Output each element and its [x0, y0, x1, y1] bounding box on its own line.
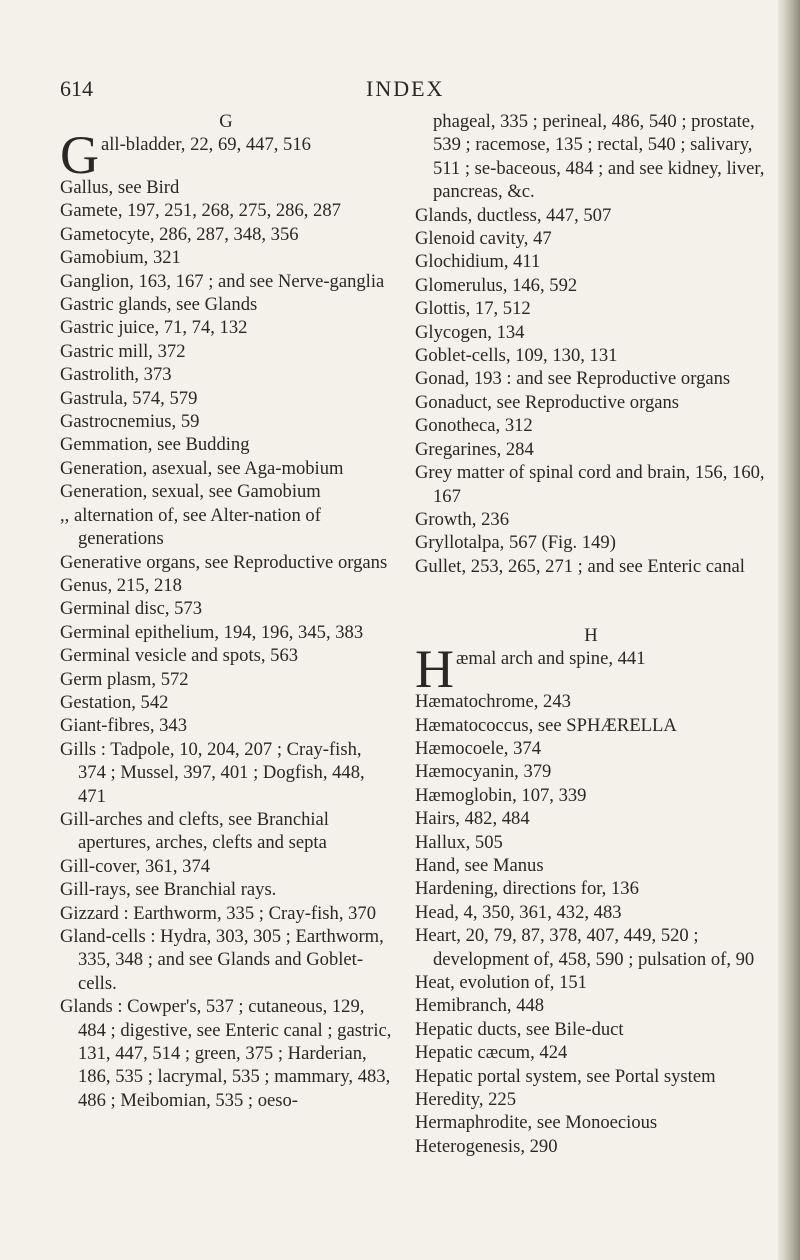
index-entry: Gastric juice, 71, 74, 132 [60, 317, 248, 339]
index-entry: Gregarines, 284 [415, 438, 534, 460]
index-entry: Hermaphrodite, see Monoecious [415, 1112, 658, 1134]
index-entry: Hæmatococcus, see SPHÆRELLA [415, 714, 677, 736]
index-entry: Gland-cells : Hydra, 303, 305 ; Earthworm, 335, 348 ; and see Glands and Goblet-cells. [60, 926, 384, 994]
index-entry: Gallus, see Bird [60, 177, 180, 198]
index-entry: Hepatic cæcum, 424 [415, 1042, 568, 1064]
index-entry: Head, 4, 350, 361, 432, 483 [415, 901, 622, 923]
index-entry: Heart, 20, 79, 87, 378, 407, 449, 520 ; development of, 458, 590 ; pulsation of, 90 [415, 925, 755, 970]
section-letter-g: G [219, 111, 233, 132]
section-letter-h: H [584, 625, 598, 647]
index-entry: Genus, 215, 218 [60, 574, 182, 596]
index-entry: Gizzard : Earthworm, 335 ; Cray-fish, 370 [60, 902, 377, 924]
index-entry: Hæmal arch and spine, 441 [415, 639, 646, 700]
index-entry: Germ plasm, 572 [60, 668, 189, 690]
index-entry: Glycogen, 134 [415, 321, 525, 343]
index-entry: Hæmocyanin, 379 [415, 761, 552, 783]
index-entry: Germinal epithelium, 194, 196, 345, 383 [60, 621, 364, 643]
index-entry: Gastric glands, see Glands [60, 294, 258, 316]
index-entry: Hemibranch, 448 [415, 995, 545, 1017]
index-entry: Heredity, 225 [415, 1089, 517, 1111]
index-entry: Hepatic portal system, see Portal system [415, 1065, 716, 1087]
dropcap-h: H [415, 639, 454, 700]
index-entry: Glands, ductless, 447, 507 [415, 204, 612, 226]
index-entry: Giant-fibres, 343 [60, 715, 188, 737]
index-entry: Glenoid cavity, 47 [415, 228, 552, 250]
index-entry: Hæmatochrome, 243 [415, 691, 571, 713]
index-entry: Heterogenesis, 290 [415, 1135, 558, 1157]
index-entry: Glottis, 17, 512 [415, 298, 531, 320]
right-column [415, 110, 767, 1158]
index-entry: Glochidium, 411 [415, 251, 541, 273]
index-entry: Gastrula, 574, 579 [60, 387, 198, 409]
index-entry: Gill-arches and clefts, see Branchial apertures, arches, clefts and septa [60, 808, 329, 854]
index-entry: Gullet, 253, 265, 271 ; and see Enteric canal [415, 555, 745, 577]
section-spacer [415, 578, 767, 624]
page-title: INDEX [366, 76, 445, 101]
dropcap-g: G [60, 125, 99, 185]
index-entry: Gemmation, see Budding [60, 434, 250, 456]
index-entry: Gill-rays, see Branchial rays. [60, 879, 277, 901]
index-entry: phageal, 335 ; perineal, 486, 540 ; prostate, 539 ; racemose, 135 ; rectal, 540 ; salivary, 511 ; se-baceous, 484 ; and see kidney, liver, pancreas, &c. [433, 111, 765, 203]
index-entry: Gamete, 197, 251, 268, 275, 286, 287 [60, 200, 341, 222]
index-entry: Gryllotalpa, 567 (Fig. 149) [415, 532, 616, 554]
page-header [0, 76, 800, 106]
index-entry: Hæmocoele, 374 [415, 737, 541, 759]
index-entry: ,, alternation of, see Alter-nation of generations [60, 504, 321, 550]
index-entry: Grey matter of spinal cord and brain, 156, 160, 167 [415, 462, 765, 507]
index-entry: Glomerulus, 146, 592 [415, 274, 578, 296]
index-entry: Hallux, 505 [415, 831, 503, 853]
index-entry: Gills : Tadpole, 10, 204, 207 ; Cray-fish, 374 ; Mussel, 397, 401 ; Dogfish, 448, 471 [60, 738, 365, 807]
index-entry: Generation, asexual, see Aga-mobium [60, 457, 344, 479]
index-entry: Hardening, directions for, 136 [415, 878, 639, 900]
left-column [60, 110, 392, 1112]
index-entry: Gall-bladder, 22, 69, 447, 516 [60, 125, 311, 185]
index-entry: Goblet-cells, 109, 130, 131 [415, 345, 618, 367]
index-entry: Germinal vesicle and spots, 563 [60, 645, 299, 667]
index-entry: Gill-cover, 361, 374 [60, 855, 211, 877]
index-entry: Germinal disc, 573 [60, 598, 203, 620]
page-number: 614 [60, 76, 93, 101]
index-entry: Hepatic ducts, see Bile-duct [415, 1018, 624, 1040]
index-entry: Generative organs, see Reproductive organs [60, 551, 388, 573]
index-entry: Hairs, 482, 484 [415, 808, 530, 830]
index-entry: Gonad, 193 : and see Reproductive organs [415, 368, 731, 390]
index-entry: Hand, see Manus [415, 854, 544, 876]
index-entry: Gastric mill, 372 [60, 340, 186, 362]
index-entry: Growth, 236 [415, 508, 509, 530]
index-entry: Gamobium, 321 [60, 247, 181, 269]
index-entry: Gastrocnemius, 59 [60, 411, 200, 433]
index-entry: Hæmoglobin, 107, 339 [415, 784, 587, 806]
index-entry: Gestation, 542 [60, 691, 169, 713]
index-entry: Gonaduct, see Reproductive organs [415, 391, 680, 413]
page-edge [778, 0, 800, 1260]
index-entry: Gastrolith, 373 [60, 364, 172, 386]
index-entry: Gametocyte, 286, 287, 348, 356 [60, 223, 299, 245]
index-entry: Glands : Cowper's, 537 ; cutaneous, 129, 484 ; digestive, see Enteric canal ; gastric, 131, 447, 514 ; green, 375 ; Harderian, 186, 535 ; lacrymal, 535 ; mammary, 483, 486 ; Meibomian, 535 ; oeso- [60, 996, 392, 1111]
index-entry: Generation, sexual, see Gamobium [60, 481, 321, 503]
index-entry: Ganglion, 163, 167 ; and see Nerve-ganglia [60, 270, 385, 292]
index-entry: Gonotheca, 312 [415, 415, 533, 437]
index-entry: Heat, evolution of, 151 [415, 972, 587, 993]
